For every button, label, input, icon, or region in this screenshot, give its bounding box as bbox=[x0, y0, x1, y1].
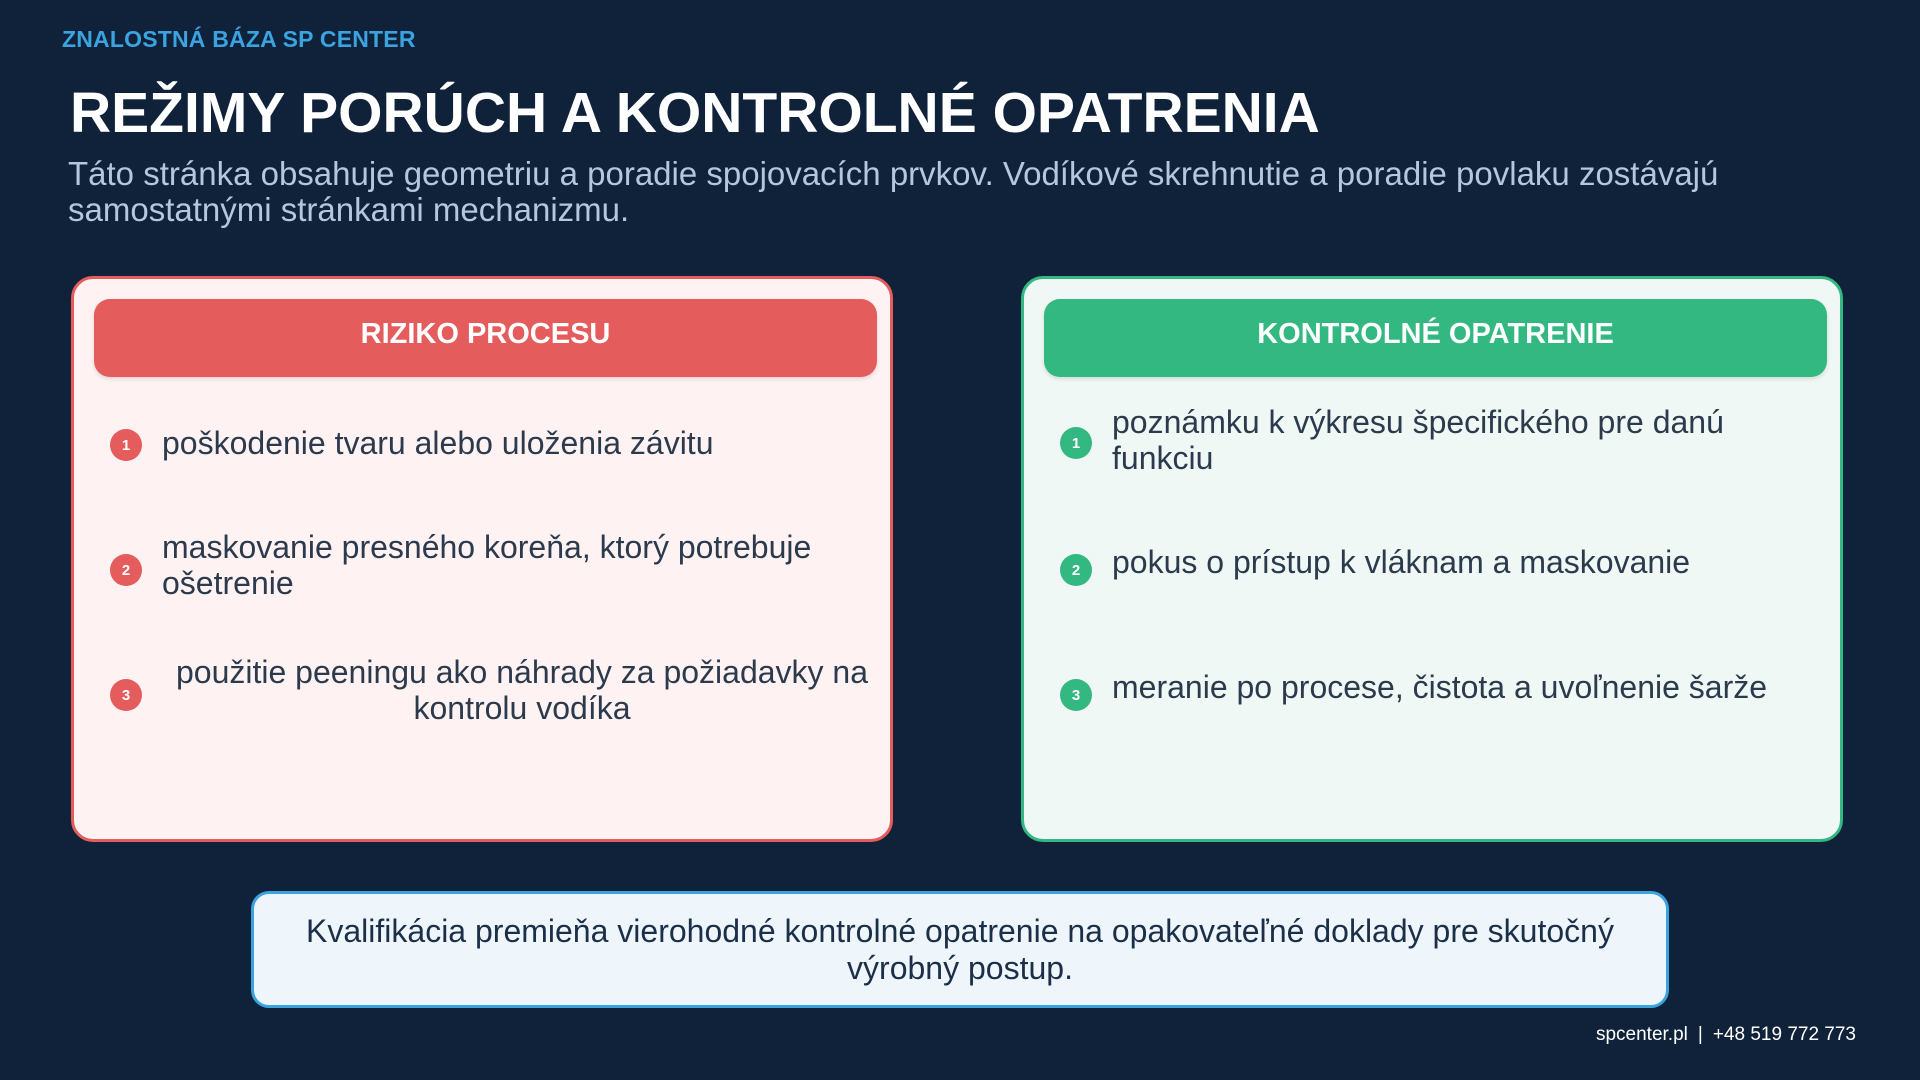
phone-number: +48 519 772 773 bbox=[1712, 1024, 1856, 1045]
control-card bbox=[1021, 276, 1843, 842]
website-link[interactable]: spcenter.pl bbox=[1595, 1024, 1688, 1045]
risk-item bbox=[110, 411, 860, 481]
risk-item-text: použitie peeningu ako náhrady za požiadavky na kontrolu vodíka bbox=[175, 654, 869, 726]
callout-text: Kvalifikácia premieňa vierohodné kontrolné opatrenie na opakovateľné doklady pre skutočný výrobný postup. bbox=[306, 912, 1614, 986]
number-badge: 2 bbox=[1060, 554, 1092, 586]
callout-box bbox=[251, 891, 1669, 1008]
page-title: REŽIMY PORÚCH A KONTROLNÉ OPATRENIA bbox=[70, 81, 1320, 145]
number-badge: 1 bbox=[110, 429, 142, 461]
number-badge: 3 bbox=[1060, 679, 1092, 711]
page-subtitle: Táto stránka obsahuje geometriu a poradie spojovacích prvkov. Vodíkové skrehnutie a poradie povlaku zostávajú samostatnými stránkami mechanizmu. bbox=[68, 155, 1719, 228]
kicker-label: ZNALOSTNÁ BÁZA SP CENTER bbox=[62, 26, 416, 52]
risk-item bbox=[110, 639, 869, 726]
number-badge: 3 bbox=[110, 679, 142, 711]
control-item-text: poznámku k výkresu špecifického pre danú funkciu bbox=[1112, 404, 1724, 476]
control-card-heading: KONTROLNÉ OPATRENIE bbox=[1044, 299, 1827, 377]
risk-card bbox=[71, 276, 893, 842]
control-item bbox=[1060, 399, 1810, 476]
contact-separator: | bbox=[1697, 1024, 1703, 1045]
control-item bbox=[1060, 639, 1810, 709]
risk-item-text: poškodenie tvaru alebo uloženia závitu bbox=[162, 425, 714, 461]
risk-item bbox=[110, 514, 860, 601]
control-item bbox=[1060, 514, 1810, 584]
risk-card-heading: RIZIKO PROCESU bbox=[94, 299, 877, 377]
contact-info bbox=[1596, 1024, 1856, 1046]
control-item-text: pokus o prístup k vláknam a maskovanie bbox=[1112, 544, 1691, 580]
risk-item-text: maskovanie presného koreňa, ktorý potrebuje ošetrenie bbox=[162, 529, 812, 601]
number-badge: 2 bbox=[110, 554, 142, 586]
number-badge: 1 bbox=[1060, 427, 1092, 459]
control-item-text: meranie po procese, čistota a uvoľnenie šarže bbox=[1112, 669, 1768, 705]
